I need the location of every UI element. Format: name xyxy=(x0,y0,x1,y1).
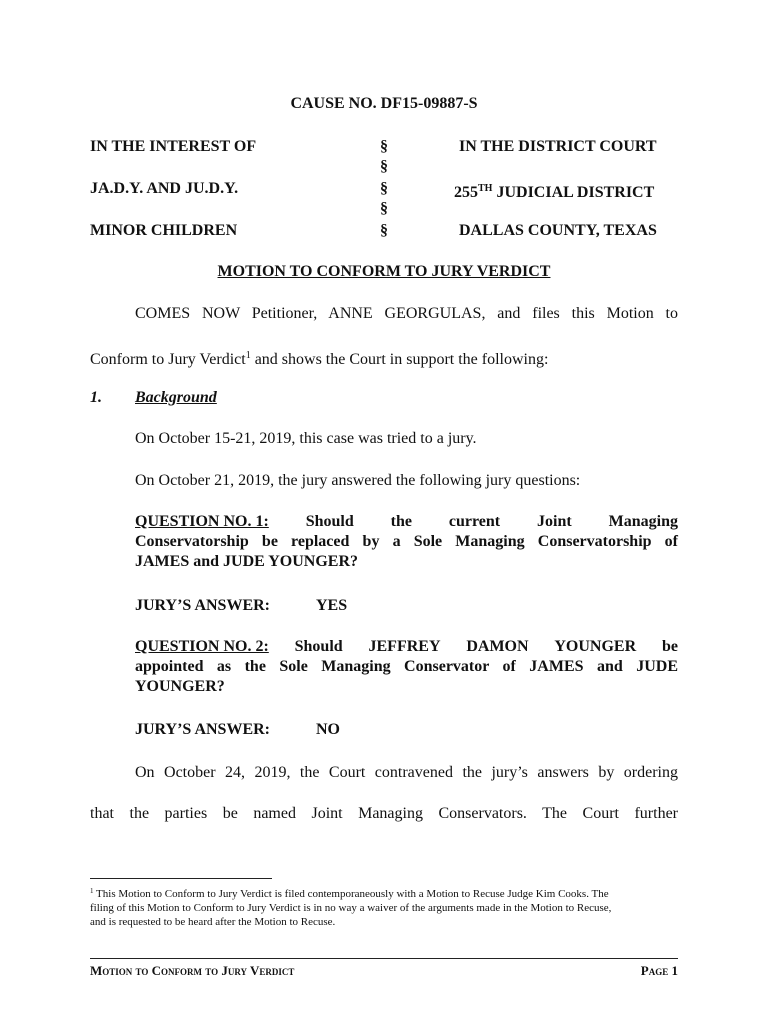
question-word: current xyxy=(448,513,501,530)
section-symbol: § xyxy=(380,180,388,197)
footnote-line-1 xyxy=(90,884,680,901)
motion-title: MOTION TO CONFORM TO JURY VERDICT xyxy=(217,263,551,280)
contravened-line-1: On October 24, 2019, the Court contravened the jury’s answers by ordering xyxy=(135,764,678,781)
answer-2 xyxy=(135,720,340,740)
footnote xyxy=(90,884,680,929)
question-2-first-line xyxy=(135,637,678,657)
paragraph-answered: On October 21, 2019, the jury answered the following jury questions: xyxy=(135,472,581,489)
section-symbol: § xyxy=(380,158,388,175)
question-word: be xyxy=(661,638,678,655)
county-state: DALLAS COUNTY, TEXAS xyxy=(459,222,657,239)
question-word: JEFFREY xyxy=(368,638,441,655)
answer-1-value: YES xyxy=(316,597,348,614)
question-word: Should xyxy=(305,513,354,530)
section-heading: Background xyxy=(135,389,217,406)
judicial-district xyxy=(454,179,654,203)
question-2 xyxy=(135,637,678,697)
court-name: IN THE DISTRICT COURT xyxy=(459,138,657,155)
intro-text-b: and shows the Court in support the following: xyxy=(250,351,549,368)
footer-rule xyxy=(90,958,678,959)
answer-1-label: JURY’S ANSWER: xyxy=(135,597,271,614)
cause-number: CAUSE NO. DF15-09887-S xyxy=(290,95,478,112)
footnote-text-1: This Motion to Conform to Jury Verdict is filed contemporaneously with a Motion to Recuse Judge Kim Cooks. The xyxy=(93,888,609,900)
question-word: DAMON xyxy=(466,638,529,655)
district-number: 255 xyxy=(454,184,478,201)
section-symbol: § xyxy=(380,222,388,239)
intro-line-2 xyxy=(90,346,548,370)
section-symbol: § xyxy=(380,138,388,155)
paragraph-tried: On October 15-21, 2019, this case was tried to a jury. xyxy=(135,430,477,447)
footnote-separator xyxy=(90,878,272,879)
question-1-first-line xyxy=(135,512,678,532)
intro-line-1: COMES NOW Petitioner, ANNE GEORGULAS, and files this Motion to xyxy=(135,305,678,322)
question-word: Managing xyxy=(608,513,678,530)
intro-text-a: Conform to Jury Verdict xyxy=(90,351,246,368)
district-label: JUDICIAL DISTRICT xyxy=(492,184,655,201)
page-number: Page 1 xyxy=(640,963,678,978)
caption-left-2: JA.D.Y. AND JU.D.Y. xyxy=(90,180,239,197)
question-2-label: QUESTION NO. 2: xyxy=(135,638,269,655)
question-1 xyxy=(135,512,678,572)
question-word: the xyxy=(390,513,412,530)
section-number: 1. xyxy=(90,389,102,406)
question-word: Should xyxy=(294,638,343,655)
answer-1 xyxy=(135,596,347,616)
question-1-line-2: Conservatorship be replaced by a Sole Managing Conservatorship of xyxy=(135,533,678,550)
footnote-line-2: filing of this Motion to Conform to Jury Verdict is in no way a waiver of the arguments made in the Motion to Recuse, xyxy=(90,902,612,914)
section-symbol: § xyxy=(380,200,388,217)
footnote-marker: 1 xyxy=(90,887,94,895)
contravened-line-2: that the parties be named Joint Managing Conservators. The Court further xyxy=(90,805,678,822)
question-word: Joint xyxy=(537,513,572,530)
footnote-line-3: and is requested to be heard after the Motion to Recuse. xyxy=(90,916,336,928)
district-ordinal: TH xyxy=(478,183,493,194)
caption-left-3: MINOR CHILDREN xyxy=(90,222,238,239)
question-1-line-3: JAMES and JUDE YOUNGER? xyxy=(135,553,358,570)
question-2-line-2: appointed as the Sole Managing Conservator of JAMES and JUDE xyxy=(135,658,678,675)
question-1-label: QUESTION NO. 1: xyxy=(135,513,269,530)
question-word: YOUNGER xyxy=(554,638,637,655)
answer-2-value: NO xyxy=(316,721,340,738)
question-2-line-3: YOUNGER? xyxy=(135,678,225,695)
footer-title: Motion to Conform to Jury Verdict xyxy=(90,963,295,978)
answer-2-label: JURY’S ANSWER: xyxy=(135,721,271,738)
caption-left-1: IN THE INTEREST OF xyxy=(90,138,257,155)
footnote-reference[interactable]: 1 xyxy=(245,350,251,361)
